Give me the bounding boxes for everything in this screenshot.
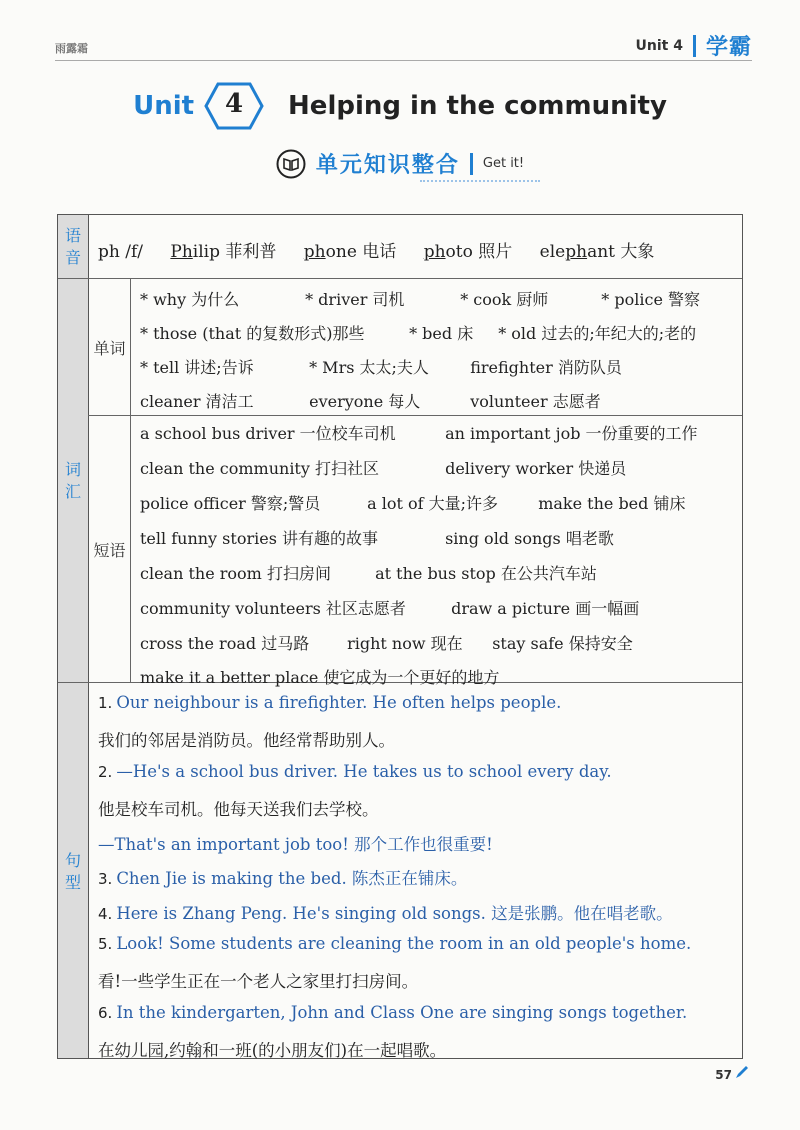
phrase-item: stay safe 保持安全 <box>492 634 633 653</box>
sentence-2: 2. —He's a school bus driver. He takes us to school every day. <box>98 762 612 781</box>
phrase-item: sing old songs 唱老歌 <box>445 529 614 548</box>
category-vocab-label: 词汇 <box>65 459 82 501</box>
category-sentences-label: 句型 <box>65 851 82 892</box>
category-sentences <box>58 684 88 1060</box>
sentence-3: 3. Chen Jie is making the bed. 陈杰正在铺床。 <box>98 869 468 888</box>
word-item: * why 为什么 <box>140 290 240 309</box>
subtitle-tag: Get it! <box>482 156 525 171</box>
brand-logo: 学霸 <box>705 35 752 60</box>
phrase-line <box>140 596 639 619</box>
word-line <box>140 321 696 344</box>
word-item: * driver 司机 <box>305 290 405 309</box>
row-divider <box>88 415 742 416</box>
title-text: Helping in the community <box>288 91 667 121</box>
sentence-1: 1. Our neighbour is a firefighter. He often helps people. <box>98 693 562 712</box>
phrase-item: police officer 警察;警员 <box>140 494 321 513</box>
sublabel-words: 单词 <box>93 338 126 358</box>
title-unit: Unit <box>133 91 195 121</box>
phrase-line <box>140 631 633 654</box>
sentence-5: 5. Look! Some students are cleaning the room in an old people's home. <box>98 934 692 953</box>
phrase-line <box>140 561 597 584</box>
knowledge-table <box>57 214 743 1059</box>
phonics-row <box>98 237 676 262</box>
word-item: * police 警察 <box>601 290 700 309</box>
phonics-item: elephant 大象 <box>539 242 655 262</box>
word-item: * old 过去的;年纪大的;老的 <box>498 324 697 343</box>
sentence-1-cn: 我们的邻居是消防员。他经常帮助别人。 <box>98 731 395 750</box>
phrase-line <box>140 665 499 688</box>
header-divider <box>693 35 696 57</box>
sentence-4: 4. Here is Zhang Peng. He's singing old songs. 这是张鹏。他在唱老歌。 <box>98 904 673 923</box>
title-number: 4 <box>225 89 244 119</box>
sentence-6-cn: 在幼儿园,约翰和一班(的小朋友们)在一起唱歌。 <box>98 1041 447 1060</box>
section-subtitle <box>0 148 800 179</box>
phrase-line <box>140 526 614 549</box>
phrase-item: an important job 一份重要的工作 <box>445 424 698 443</box>
sentence-2-cn: 他是校车司机。他每天送我们去学校。 <box>98 800 379 819</box>
phrase-item: a school bus driver 一位校车司机 <box>140 424 396 443</box>
word-item: * those (that 的复数形式)那些 <box>140 324 365 343</box>
sentence-2-reply: —That's an important job too! 那个工作也很重要! <box>98 835 493 854</box>
column-divider <box>130 278 131 682</box>
word-item: cleaner 清洁工 <box>140 392 254 411</box>
subtitle-dotted-rule <box>420 180 540 182</box>
phonics-item-underlined: Ph <box>170 242 193 262</box>
header-unit-label: Unit 4 <box>635 37 683 54</box>
phonics-item: photo 照片 <box>423 242 513 262</box>
word-item: * cook 厨师 <box>460 290 549 309</box>
phrase-item: cross the road 过马路 <box>140 634 310 653</box>
phrase-item: a lot of 大量;许多 <box>367 494 499 513</box>
phrase-item: clean the room 打扫房间 <box>140 564 331 583</box>
word-item: volunteer 志愿者 <box>470 392 601 411</box>
word-item: firefighter 消防队员 <box>470 358 622 377</box>
phrase-item: make it a better place 使它成为一个更好的地方 <box>140 668 500 687</box>
sentence-5-cn: 看!一些学生正在一个老人之家里打扫房间。 <box>98 972 419 991</box>
word-line <box>140 355 622 378</box>
word-item: * tell 讲述;告诉 <box>140 358 254 377</box>
phonics-sound: ph /f/ <box>98 242 143 262</box>
sublabel-phrases: 短语 <box>93 540 126 560</box>
phrase-item: tell funny stories 讲有趣的故事 <box>140 529 378 548</box>
phrase-item: right now 现在 <box>347 634 463 653</box>
subtitle-text: 单元知识整合 <box>315 153 460 178</box>
word-line <box>140 389 601 412</box>
phrase-line <box>140 421 698 444</box>
word-item: * bed 床 <box>409 324 474 343</box>
phrase-item: community volunteers 社区志愿者 <box>140 599 406 618</box>
category-phonics <box>58 215 88 278</box>
header-right <box>636 30 752 61</box>
category-phonics-1: 语音 <box>65 225 82 267</box>
phonics-item: Philip 菲利普 <box>170 242 277 262</box>
phrase-item: draw a picture 画一幅画 <box>451 599 640 618</box>
word-item: * Mrs 太太;夫人 <box>309 358 429 377</box>
header-rule <box>55 60 752 61</box>
pencil-icon <box>734 1064 750 1080</box>
phonics-item: phone 电话 <box>303 242 397 262</box>
unit-number-badge <box>204 80 264 132</box>
phrase-line <box>140 491 685 514</box>
word-item: everyone 每人 <box>309 392 421 411</box>
phrase-item: make the bed 铺床 <box>538 494 686 513</box>
row-divider <box>58 278 742 279</box>
sentence-6: 6. In the kindergarten, John and Class One are singing songs together. <box>98 1003 688 1022</box>
phrase-item: clean the community 打扫社区 <box>140 459 379 478</box>
page-title <box>0 80 800 132</box>
phrase-line <box>140 456 626 479</box>
phrase-item: at the bus stop 在公共汽车站 <box>375 564 597 583</box>
word-line <box>140 287 700 310</box>
header-left-label: 雨露霜 <box>55 42 88 55</box>
phrase-item: delivery worker 快递员 <box>445 459 627 478</box>
page-number: 57 <box>715 1068 732 1082</box>
book-icon <box>276 149 306 179</box>
subtitle-divider <box>470 153 473 175</box>
category-vocab <box>58 279 88 682</box>
